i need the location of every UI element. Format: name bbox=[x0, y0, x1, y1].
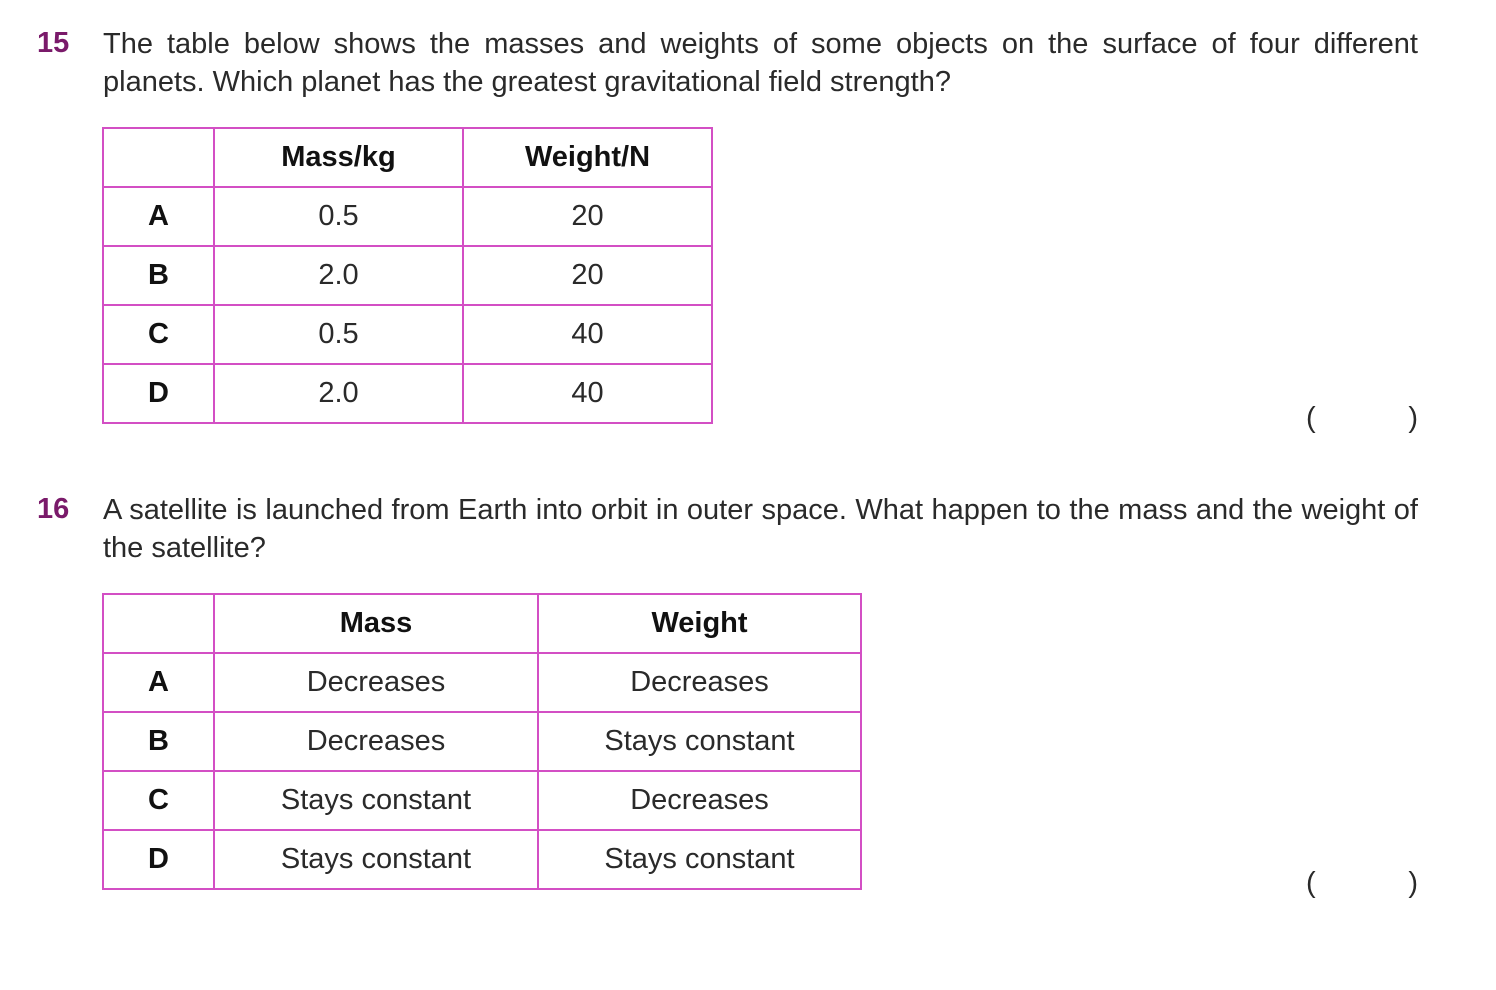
table-row bbox=[103, 771, 861, 830]
answer-bracket[interactable] bbox=[1306, 402, 1418, 435]
question-text: The table below shows the masses and weights of some objects on the surface of four different planets. Which planet has the greatest gravitational field strength? bbox=[103, 28, 1418, 98]
cell: 20 bbox=[463, 187, 712, 246]
table-row bbox=[103, 830, 861, 889]
cell: 0.5 bbox=[214, 187, 463, 246]
header-cell: Mass bbox=[214, 594, 538, 653]
header-cell: Mass/kg bbox=[214, 128, 463, 187]
option-label: C bbox=[103, 771, 214, 830]
table-row bbox=[103, 187, 712, 246]
question-number: 15 bbox=[37, 27, 70, 59]
cell: Stays constant bbox=[214, 771, 538, 830]
cell: Stays constant bbox=[538, 830, 861, 889]
bracket-close: ) bbox=[1408, 402, 1418, 434]
header-cell: Weight/N bbox=[463, 128, 712, 187]
cell: 2.0 bbox=[214, 364, 463, 423]
bracket-close: ) bbox=[1408, 867, 1418, 899]
cell: Decreases bbox=[538, 771, 861, 830]
option-label: D bbox=[103, 364, 214, 423]
cell: Stays constant bbox=[538, 712, 861, 771]
cell: 40 bbox=[463, 305, 712, 364]
option-label: D bbox=[103, 830, 214, 889]
cell: 40 bbox=[463, 364, 712, 423]
table-row bbox=[103, 305, 712, 364]
table-header-row bbox=[103, 594, 861, 653]
cell: Decreases bbox=[214, 712, 538, 771]
cell: 0.5 bbox=[214, 305, 463, 364]
table-row bbox=[103, 246, 712, 305]
question-number: 16 bbox=[37, 493, 70, 525]
bracket-open: ( bbox=[1306, 402, 1316, 434]
header-cell: Weight bbox=[538, 594, 861, 653]
option-label: B bbox=[103, 712, 214, 771]
cell: Decreases bbox=[214, 653, 538, 712]
cell: Stays constant bbox=[214, 830, 538, 889]
table-row bbox=[103, 364, 712, 423]
table-header-row bbox=[103, 128, 712, 187]
cell: 2.0 bbox=[214, 246, 463, 305]
mass-weight-table bbox=[102, 127, 713, 424]
bracket-open: ( bbox=[1306, 867, 1316, 899]
table-row bbox=[103, 712, 861, 771]
option-label: C bbox=[103, 305, 214, 364]
table-row bbox=[103, 653, 861, 712]
question-text: A satellite is launched from Earth into orbit in outer space. What happen to the mass and the weight of the satellite? bbox=[103, 494, 1418, 564]
option-label: A bbox=[103, 653, 214, 712]
header-cell bbox=[103, 594, 214, 653]
cell: 20 bbox=[463, 246, 712, 305]
cell: Decreases bbox=[538, 653, 861, 712]
header-cell bbox=[103, 128, 214, 187]
answer-bracket[interactable] bbox=[1306, 867, 1418, 900]
option-label: A bbox=[103, 187, 214, 246]
mass-weight-change-table bbox=[102, 593, 862, 890]
option-label: B bbox=[103, 246, 214, 305]
